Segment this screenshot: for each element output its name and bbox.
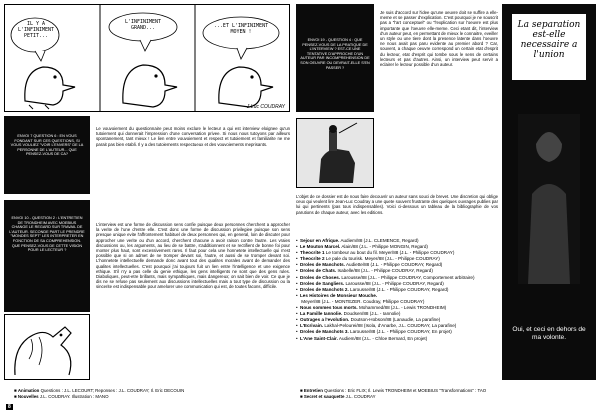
bibliography-details: Audiette/88 (J.L. - Philippe COUDRAY, Regard)	[345, 262, 443, 268]
bibliography-item: • Nous sommes tous morts. Mohammed/88 (J.L. - Lewis TRONDHEIM)	[296, 305, 447, 311]
bibliography-details: Le pale du tourisk. Meyer/88 (J.L. - Philippe COUDRAY)	[325, 256, 440, 262]
bibliography-item: • Le Mouton Marcel. Alain/88 (J.L. - Philippe MONGIN, Regard)	[296, 244, 428, 250]
bibliography-item: • Droles de Manchots 3. Larousse/88 (J.L. - Philippe COUDRAY, En projet)	[296, 329, 452, 335]
bibliography-item: • Outrages a l'evolution. Doutson-Hobson/88 (Lanaudie, La parafine)	[296, 317, 441, 323]
bibliography-details: Audiem/88 (J.L. - Chloe Bernard, En projet)	[338, 335, 428, 341]
question-box-envoi7	[4, 116, 90, 194]
bubble-2: L'INFINIMENT GRAND...	[124, 19, 162, 31]
bibliography-title: Droles de Choses.	[300, 274, 341, 280]
footer-line-nouvelles: ■ Nouvelles J.L. COUDRAY. Illustration : MANO	[14, 394, 109, 399]
right-column-text: Je suis d'accord sur l'idee qu'une oeuvre doit se suffire a elle-meme et se passer d'explication. C'est pourquoi je ne souscrit pas a "l'art conceptuel" ou "l'explication sur l'oeuvre est plus importante que l'oeuvre elle-meme. Ceci etant dit, l'interview d'un auteur peut, en permettant de mieux le connaitre, eveiller un style ou une tiere dont la presence latente dans l'oeuvre ne nous avait pas paru evidente au premier abord ? Car, souvent, a chaque oeuvre correspond un certain etat d'esprit du lecteur, etat d'esprit qui tombe sous le sens de certains lecteurs et pas d'autres. Ainsi, un interview peut servir a eclairer le lecteur possible d'un auteur.	[380, 10, 498, 68]
bibliography-item: • Droles de Sangliers. Larousse/88 (J.L. - Philippe COUDRAY, Regard)	[296, 280, 444, 286]
bibliography-details: Meyer/88 (J.L. - MONTEZER. Coudray, Philippe COUDRAY)	[301, 298, 425, 304]
question-box-envoi19	[296, 4, 374, 112]
bibliography-list	[296, 238, 498, 388]
bubble-1: IL Y A L'INFINIMENT PETIT...	[17, 21, 55, 39]
bibliography-title: Droles de Manchots 2.	[300, 286, 349, 292]
bibliography-title: Theocrite 2	[300, 256, 325, 262]
bibliography-item: • L'Ecrivain. Lakhal-Pelourei/88 (Isola, d'Anarbe, J.L. COUDRAY, La parafine)	[296, 323, 457, 329]
portrait-figure	[518, 114, 580, 284]
bibliography-item: • Sejour en Afrique. Audiem/88 (J.L. CLEMENCE, Regard)	[296, 238, 419, 243]
page-number: 8	[8, 404, 11, 410]
bibliography-details: Mohammed/88 (J.L. - Lewis TRONDHEIM)	[358, 305, 447, 311]
bibliography-title: Droles de Manchots 3.	[300, 329, 349, 335]
bibliography-details: Larousse/88 (J.L. - Philippe COUDRAY, En projet)	[350, 329, 452, 335]
bibliography-details: Lakhal-Pelourei/88 (Isola, d'Anarbe, J.L. COUDRAY, La parafine)	[324, 323, 457, 329]
bibliography-item: • Droles de Chats. Isabelle/88 (J.L. - Philippe COUDRAY, Regard)	[296, 268, 433, 274]
bibliography-item: • La Famille Iannolie. Doudsen/88 (J.L. - Iannolie)	[296, 311, 401, 317]
bibliography-title: Droles de Manchots.	[300, 262, 345, 268]
photo-caption: L'objet de ce dossier est de nous faire decouvrir un auteur sans souci de brevet. Une discretion qui oblige ceux qui veulent lire Jean-Luc Coudray a une quete souvent frustrante des quelques ouvrages publies par lui qui pertinents (pas tous indispensables). Voici ci-dessous un tableau de la bibliographie de vos parutions de chaque auteur, avec les editions.	[296, 194, 498, 215]
bibliography-title: Droles de Sangliers.	[300, 280, 345, 286]
footer-credits-left	[14, 388, 294, 400]
bibliography-item: • Theocrite 2 Le pale du tourisk. Meyer/88 (J.L. - Philippe COUDRAY)	[296, 256, 440, 262]
bibliography-title: L'Ecrivain.	[300, 323, 324, 329]
question-envoi7-text: ENVOI 7 QUESTION 6 : EN VOUS FONDANT SUR CES QUESTIONS, SI VOUS VOULIEZ "VOIR L'ENVERS" DE LA PERSONNE DE L'AUTEUR... QUE PENSEZ-VOUS DE CA?	[10, 134, 84, 157]
bibliography-details: Le tombeur au bout du fil. Meyer/88 (J.L. - Philippe COUDRAY)	[325, 250, 455, 256]
bibliography-title: Droles de Chats.	[300, 268, 337, 274]
bibliography-details: Larousse/88 (J.L. - Philippe COUDRAY, Comportement arbitraire)	[341, 274, 475, 280]
question-box-envoi10	[4, 200, 90, 312]
footer-credits-right	[300, 388, 596, 400]
right-title-box	[512, 14, 586, 80]
bibliography-item: • Droles de Choses. Larousse/88 (J.L. - Philippe COUDRAY, Comportement arbitraire)	[296, 274, 475, 280]
bibliography-item: • Les Histoires de Monsieur Mouche.	[296, 292, 378, 298]
questionnaire-text: Le vouvoiement du questionnaire peut moins exclure le lecteur a qui est interview eloignee qu'un tutoiement qui donnerait l'impression d'une conversation privee. Si nous nous tutoyons par ailleurs spontanement, tant mieux ! Le lien entre vouvoiement et respect et tutoiement et familiarite ne me parait pas bien etabli. Il y a des tutoiements respectueux et des vouvoiements meprisants.	[96, 126, 290, 147]
right-black-column	[502, 4, 596, 380]
bibliography-item: • L'Ane Saint-Clair. Audiem/88 (J.L. - Chloe Bernard, En projet)	[296, 335, 428, 341]
horseman-photo	[296, 118, 374, 188]
interview-text: L'interview est une forme de discussion sens confie puisque deux personnes cherchent a approcher la verite de l'une d'entre elle. C'est donc une forme de discussion privilegiee puisque son sens presque unique evite l'affrontement habituel de deux personnes qui, en general, loin de discuter pour approcher une verite ou d'un accord, cherchent chacune a avoir raison contre l'autre. Les vraies discussions ou, les arguments, au lieu de se battre, s'additionnent et se rectifient de bonne foi pour monter plus haut, sont excessivement rares. Il faut pour cela une honnetete intellectuelle qui n'est possible que si on admet de ne tromper devant soi, l'autre, et aussi de se tromper devant soi. L'honnetete intellectuelle demande donc avant tout des qualites morales avant de demander des qualites intellectuelles. C'est pourquoi j'ai toujours fuit un lien entre l'intelligence et une exigence ethique. S'il n'y a pas celle du genie ethique, les gens intelligents ne sont que des gens rules. Diaboliques, peut-etre brillants, mais sympathiques, mais dangereux; on sait bien de voir. Ce que je dis ne se refuse pas seulement aux discussions intellectuelles mais a tout type de discussion ou la sincerite est indispensable pour amelorer une communication qui est, de toutes facons, difficile.	[96, 222, 290, 290]
bibliography-title: L'Ane Saint-Clair.	[300, 335, 338, 341]
bibliography-details: Larousse/88 (J.L. - Philippe COUDRAY, Regard)	[345, 280, 444, 286]
right-title: La separation est-elle necessaire a l'union	[517, 20, 581, 60]
bibliography-details: Doutson-Hobson/88 (Lanaudie, La parafine)	[350, 317, 441, 323]
bibliography-title: Outrages a l'evolution.	[300, 317, 350, 323]
bibliography-title: Le Mouton Marcel.	[300, 244, 341, 250]
bibliography-details: Alain/88 (J.L. - Philippe MONGIN, Regard)	[341, 244, 428, 250]
bibliography-title: Sejour en Afrique.	[300, 238, 340, 243]
horse-drawing	[4, 314, 90, 380]
bibliography-details: Doudsen/88 (J.L. - Iannolie)	[343, 311, 401, 317]
bibliography-title: Les Histoires de Monsieur Mouche.	[300, 292, 378, 298]
bibliography-title: Nous sommes tous morts.	[300, 305, 358, 311]
bibliography-item: • Droles de Manchots 2. Larousse/88 (J.L. - Philippe COUDRAY, Regard)	[296, 286, 449, 292]
bibliography-item: • Droles de Manchots. Audiette/88 (J.L. - Philippe COUDRAY, Regard)	[296, 262, 443, 268]
footer-line-entretien: ■ Entretien Questions : Eric FLIX; Il. Lewis TRONDHEIM et MOEBIUS "Transformations" : TAO	[300, 388, 487, 393]
footer-line-secret: ■ Secret et sauquette J.L. COUDRAY	[300, 394, 376, 399]
bibliography-details: Isabelle/88 (J.L. - Philippe COUDRAY, Regard)	[337, 268, 433, 274]
comic-signature: J-Luc COUDRAY	[246, 104, 285, 110]
comic-strip	[4, 4, 290, 112]
bubble-3: ...ET L'INFINIMENT MOYEN !	[213, 23, 269, 35]
bibliography-title: Theocrite 1	[300, 250, 325, 256]
right-caption: Oui, et ceci en dehors de ma volonte.	[512, 326, 586, 341]
bibliography-details: Larousse/88 (J.L. - Philippe COUDRAY, Regard)	[350, 286, 449, 292]
bibliography-details: Audiem/88 (J.L. CLEMENCE, Regard)	[340, 238, 419, 243]
bibliography-item: • Theocrite 1 Le tombeur au bout du fil. Meyer/88 (J.L. - Philippe COUDRAY)	[296, 250, 455, 256]
question-envoi10-text: ENVOI 10 - QUESTION 2 : L'ENTRETIEN DE TRONDHEIM AVEC MOEBIUS CHANGE LE REGARD SUR TRAVAIL DE L'AUTEUR. SECONDE PART LE PRENDRE "MONDES SEPT" LES INTERPRETER EN FONCTION DE SA COMPREHENSION. QUE PENSEZ-VOUS DE CETTE VISION POUR LE LECTEUR ?	[9, 216, 85, 253]
question-envoi19-text: ENVOI 19 - QUESTION 4 : QUE PENSEZ-VOUS DE LA PRATIQUE DE L'INTERVIEW ? EST-CE UNE TENTATIVE D'APPROCHE D'UN AUTEUR PAR INCOMPREHENSION DE SON OEUVRE OU DEVRAIT-ELLE S'EN PASSER ?	[300, 38, 370, 70]
footer-line-animation: ■ Animation Questions : J.L. LECOURT; Reponses : J.L. COUDRAY; Il. Eric DECOUIN	[14, 388, 185, 393]
bibliography-title: La Famille Iannolie.	[300, 311, 343, 317]
